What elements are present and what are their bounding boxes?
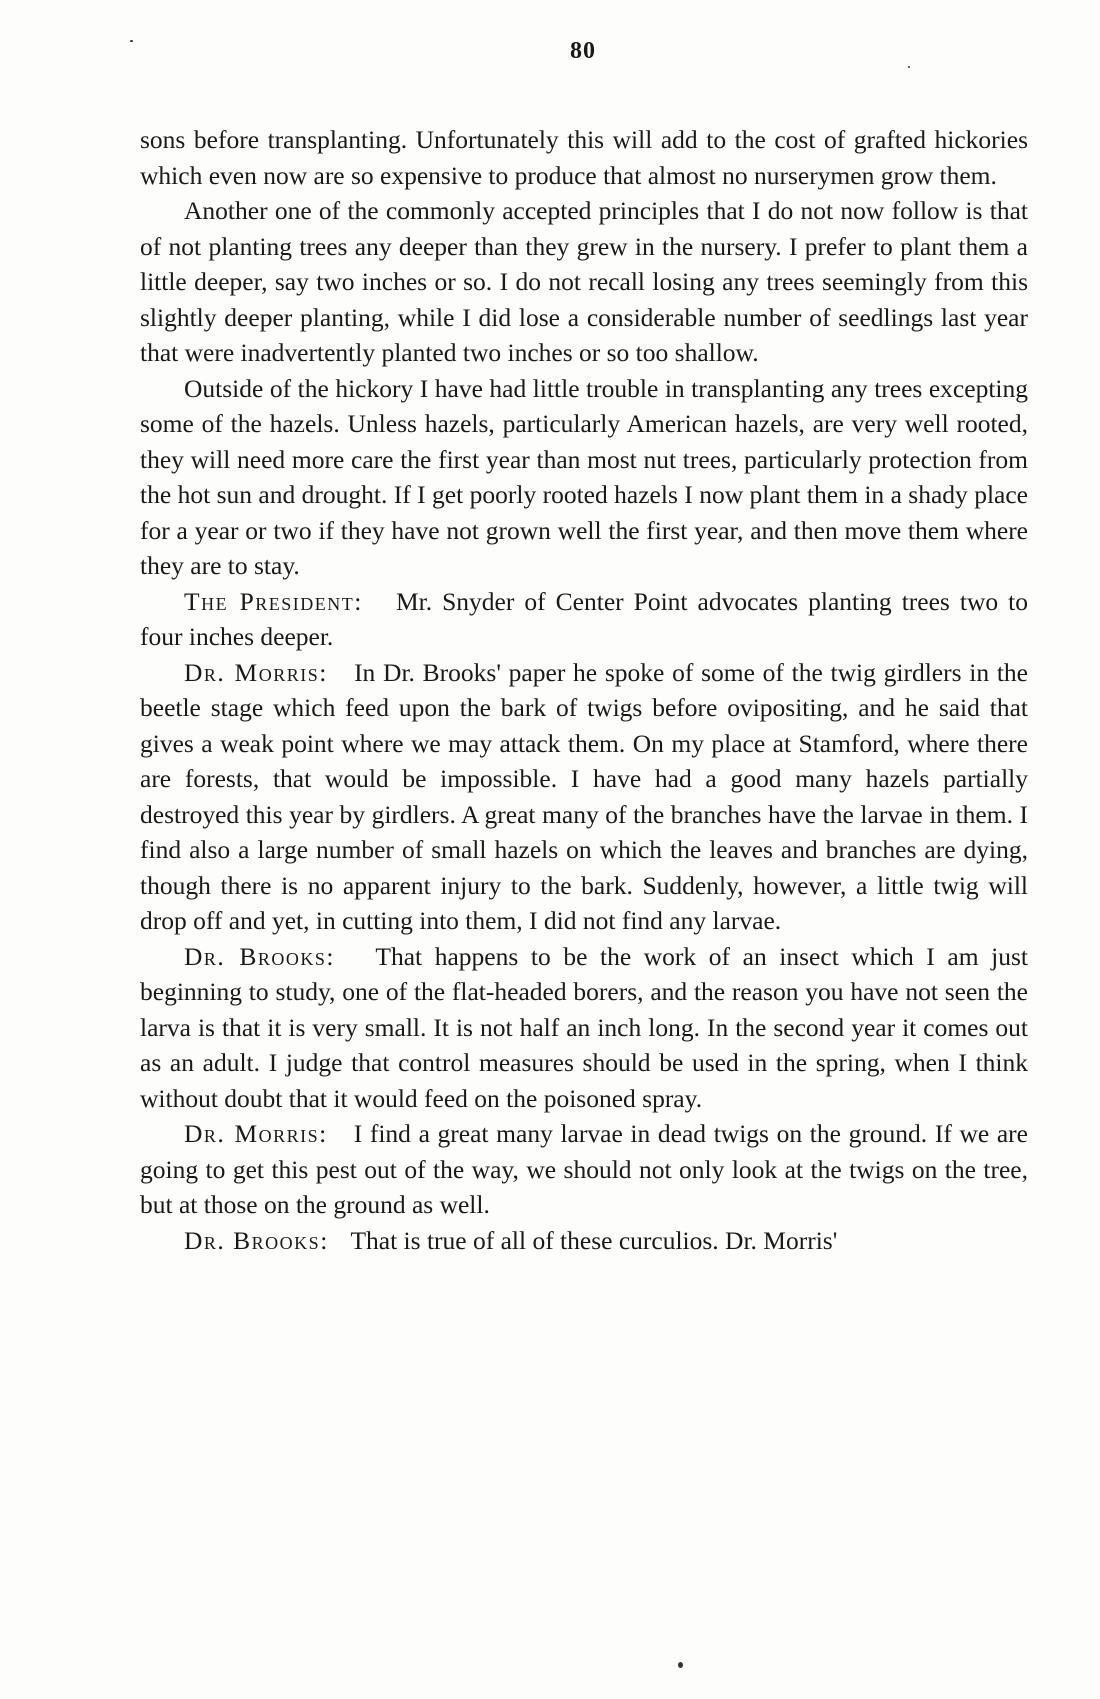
speech-paragraph <box>140 584 1028 655</box>
scan-speck <box>908 66 910 68</box>
paragraph <box>140 193 1028 371</box>
speech-text: Mr. Snyder of Center Point advocates planting trees two to four inches deeper. <box>140 586 1028 651</box>
paragraph-text: sons before transplanting. Unfortunately this will add to the cost of grafted hickories which even now are so expensive to produce that almost no nurserymen grow them. <box>140 125 1028 190</box>
page-number: 80 <box>570 38 596 64</box>
paragraph <box>140 371 1028 584</box>
speaker-label: The President: <box>184 586 386 616</box>
speech-paragraph <box>140 1116 1028 1223</box>
speech-text: That is true of all of these curculios. Dr. Morris' <box>350 1225 838 1255</box>
speech-text: I find a great many larvae in dead twigs on the ground. If we are going to get this pest out of the way, we should not only look at the twigs on the tree, but at those on the ground as well. <box>140 1119 1028 1219</box>
speaker-label: Dr. Morris: <box>184 1119 347 1148</box>
paragraph-text: Outside of the hickory I have had little trouble in transplanting any trees excepting some of the hazels. Unless hazels, particularly American hazels, are very well rooted, they will need more care the first year than most nut trees, particularly protection from the hot sun and drought. If I get poorly rooted hazels I now plant them in a shady place for a year or two if they have not grown well the first year, and then move them where they are to stay. <box>140 373 1028 580</box>
speech-text: In Dr. Brooks' paper he spoke of some of the twig girdlers in the beetle stage which feed upon the bark of twigs before ovipositing, and he said that gives a weak point where we may attack them. On my place at Stamford, where there are forests, that would be impossible. I have had a good many hazels partially destroyed this year by girdlers. A great many of the branches have the larvae in them. I find also a large number of small hazels on which the leaves and branches are dying, though there is no apparent injury to the bark. Suddenly, however, a little twig will drop off and yet, in cutting into them, I did not find any larvae. <box>140 657 1028 935</box>
body-text <box>140 122 1028 1258</box>
speech-text: That happens to be the work of an insect which I am just beginning to study, one of the flat-headed borers, and the reason you have not seen the larva is that it is very small. It is not half an inch long. In the second year it comes out as an adult. I judge that control measures should be used in the spring, when I think without doubt that it would feed on the poisoned spray. <box>140 941 1029 1113</box>
speech-paragraph <box>140 1223 1028 1259</box>
scan-speck <box>130 40 133 42</box>
speaker-label: Dr. Morris: <box>184 657 347 687</box>
paragraph-continuation <box>140 122 1028 193</box>
speech-paragraph <box>140 939 1028 1117</box>
scan-speck <box>678 1662 683 1668</box>
speaker-label: Dr. Brooks: <box>184 941 364 971</box>
speech-paragraph <box>140 655 1028 939</box>
speaker-label: Dr. Brooks: <box>184 1225 345 1255</box>
paragraph-text: Another one of the commonly accepted principles that I do not now follow is that of not planting trees any deeper than they grew in the nursery. I prefer to plant them a little deeper, say two inches or so. I do not recall losing any trees seemingly from this slightly deeper planting, while I did lose a considerable number of seedlings last year that were inadvertently planted two inches or so too shallow. <box>140 196 1028 367</box>
